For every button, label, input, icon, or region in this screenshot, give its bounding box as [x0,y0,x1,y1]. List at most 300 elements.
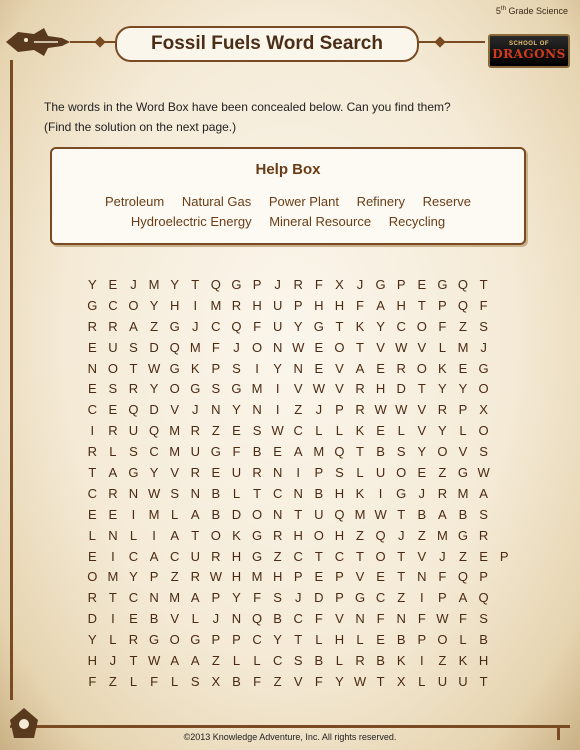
grid-letter: W [436,611,449,627]
grid-letter: L [88,527,96,543]
grid-letter: G [169,318,180,334]
grid-letter: L [356,465,364,481]
grid-letter: R [437,485,448,501]
grid-letter: P [211,632,221,648]
grid-letter: M [457,339,469,355]
grid-letter: F [88,673,97,689]
grid-letter: I [419,653,424,669]
grid-letter: C [87,485,97,501]
grid-letter: S [335,465,344,481]
grid-letter: X [211,673,221,689]
grid-letter: T [253,485,262,501]
grid-letter: B [376,444,385,460]
grid-letter: Z [170,569,179,585]
grid-letter: B [396,632,406,648]
grid-letter: K [190,360,200,376]
grid-letter: P [438,590,447,606]
word-item: Recycling [388,214,446,229]
grid-letter: W [209,569,222,585]
grid-letter: D [149,402,159,418]
help-box-row-1 [52,194,524,209]
grid-letter: S [293,653,303,669]
grid-letter: U [190,548,200,564]
grid-letter: F [314,673,323,689]
grid-letter: N [272,506,283,522]
grid-letter: F [253,318,262,334]
grade-label: 5th Grade Science [495,6,568,16]
grid-letter: G [149,632,160,648]
grid-letter: A [170,527,179,543]
grid-letter: S [211,381,221,397]
grid-row [82,317,514,338]
grid-letter: S [129,444,138,460]
grid-letter: W [374,402,387,418]
grid-letter: L [459,423,467,439]
grid-letter: E [211,465,221,481]
grid-letter: S [108,381,118,397]
help-box-title: Help Box [255,161,321,178]
grid-letter: V [293,381,303,397]
grid-letter: Q [334,506,345,522]
grid-letter: H [375,381,386,397]
grid-letter: N [293,485,303,501]
grid-letter: Q [334,444,345,460]
grid-letter: L [418,673,426,689]
grid-row [82,379,514,400]
grid-letter: D [149,339,159,355]
grid-letter: V [376,339,385,355]
grid-letter: P [479,569,488,585]
grid-letter: M [457,485,469,501]
grid-letter: G [457,527,469,543]
grid-letter: Z [397,590,406,606]
grid-letter: V [335,611,344,627]
grid-letter: D [396,381,406,397]
grid-letter: E [108,506,118,522]
grid-letter: M [313,444,325,460]
grid-letter: L [438,339,446,355]
grid-letter: V [170,402,179,418]
dragons-logo: SCHOOL OF DRAGONS [488,34,570,68]
grid-letter: C [272,653,283,669]
grid-letter: I [419,590,424,606]
grid-letter: G [396,485,407,501]
grid-letter: A [458,590,468,606]
grid-letter: F [253,590,262,606]
grid-letter: N [272,465,283,481]
grid-letter: P [335,590,344,606]
grid-letter: R [355,402,365,418]
grid-letter: O [210,527,221,543]
word-item: Hydroelectric Energy [130,214,252,229]
grid-letter: I [131,506,136,522]
grid-letter: B [273,611,282,627]
grid-letter: H [478,653,489,669]
grid-letter: R [252,465,262,481]
grid-letter: S [479,506,488,522]
grid-letter: O [251,506,263,522]
grid-letter: J [315,402,323,418]
grid-letter: L [109,444,117,460]
grid-letter: E [314,569,324,585]
grid-letter: V [335,360,344,376]
grid-letter: Z [211,653,220,669]
grid-letter: O [478,423,489,439]
grid-letter: V [293,673,303,689]
grid-letter: Y [438,381,447,397]
grid-letter: Y [232,402,241,418]
grid-letter: E [273,444,282,460]
grid-letter: L [356,632,364,648]
grid-letter: R [190,465,200,481]
grid-letter: H [231,569,242,585]
grid-letter: B [211,506,221,522]
grid-letter: P [499,548,509,564]
grid-letter: M [148,506,160,522]
grid-letter: N [128,485,139,501]
grid-letter: R [87,590,97,606]
grid-letter: Z [438,653,447,669]
grid-letter: T [397,569,406,585]
grid-row [82,275,514,296]
grid-letter: B [314,653,324,669]
word-item: Refinery [356,194,405,209]
grid-letter: R [128,632,139,648]
grid-letter: R [128,381,139,397]
grid-letter: F [459,611,467,627]
grid-letter: I [275,402,280,418]
grid-letter: E [314,360,324,376]
grid-letter: P [417,632,427,648]
grid-letter: N [190,485,200,501]
grid-letter: G [190,632,201,648]
grid-letter: W [147,360,161,376]
grid-letter: Z [294,402,303,418]
word-item: Petroleum [104,194,165,209]
grid-row [82,526,514,547]
grid-letter: R [190,423,200,439]
copyright-footer: ©2013 Knowledge Adventure, Inc. All rights reserved. [183,732,397,742]
grid-letter: N [355,611,365,627]
grid-letter: W [477,465,490,481]
grid-letter: E [87,381,97,397]
instructions [44,97,451,137]
grid-letter: T [129,360,138,376]
grid-letter: O [251,339,263,355]
grid-letter: Y [149,381,159,397]
grid-letter: V [417,548,427,564]
grid-letter: J [192,402,199,418]
grid-letter: H [314,297,324,313]
grid-letter: L [315,423,323,439]
grid-letter: P [314,465,324,481]
grid-letter: A [149,548,159,564]
grid-letter: N [293,360,303,376]
grid-letter: H [396,297,406,313]
grid-letter: M [210,297,222,313]
grid-letter: R [87,444,97,460]
grid-letter: O [169,381,180,397]
grid-letter: O [107,360,118,376]
grid-letter: Z [150,318,159,334]
grid-letter: Z [459,548,467,564]
grid-letter: L [109,632,117,648]
grid-row [82,609,514,630]
grid-letter: T [129,653,138,669]
grid-letter: L [232,653,241,669]
grid-letter: H [87,653,97,669]
grid-letter: G [87,297,98,313]
instruction-line-1: The words in the Word Box have been concealed below. Can you find them? [44,100,451,114]
grid-letter: I [152,527,156,543]
grid-letter: F [232,444,241,460]
grid-letter: D [314,590,324,606]
grid-letter: M [251,569,263,585]
grid-letter: H [334,632,345,648]
grid-row [82,463,514,484]
grid-letter: A [108,465,118,481]
grid-letter: W [147,485,161,501]
grid-letter: R [231,297,242,313]
grid-letter: G [210,444,221,460]
grid-letter: M [169,423,181,439]
bottom-border [10,725,570,728]
grid-letter: T [479,673,488,689]
word-item: Reserve [422,194,472,209]
grid-letter: Y [376,318,385,334]
grid-letter: G [231,277,242,292]
grid-letter: S [396,444,406,460]
grid-letter: T [335,318,344,334]
grid-letter: A [438,506,447,522]
grid-letter: T [191,527,200,543]
grid-letter: R [108,318,118,334]
grid-letter: B [376,653,385,669]
grid-letter: M [148,277,160,292]
grid-letter: F [438,318,447,334]
grid-letter: C [149,444,159,460]
grid-letter: T [356,444,364,460]
grid-letter: Q [457,277,469,292]
grid-letter: I [111,548,115,564]
grid-letter: O [169,632,180,648]
grid-letter: V [355,569,365,585]
grid-letter: C [272,485,283,501]
help-box-row-2 [52,214,524,229]
grid-letter: N [396,611,406,627]
grid-letter: P [396,277,406,292]
grid-letter: C [128,590,139,606]
grid-letter: T [417,297,426,313]
grid-letter: T [479,277,488,292]
grid-letter: S [479,318,488,334]
grid-letter: H [252,297,262,313]
grid-letter: Q [251,611,263,627]
grid-letter: I [275,381,280,397]
grid-letter: L [191,611,199,627]
grid-letter: H [293,527,303,543]
grid-letter: T [356,548,364,564]
grid-letter: T [294,632,303,648]
grid-letter: W [374,506,387,522]
grid-letter: I [193,297,198,313]
grid-letter: J [233,339,240,355]
grid-letter: Q [128,402,139,418]
grid-letter: T [314,548,323,564]
grid-letter: E [376,423,385,439]
grid-letter: R [211,548,221,564]
grid-letter: E [417,465,427,481]
grid-letter: K [232,527,241,543]
grid-row [82,484,514,505]
grid-letter: O [437,632,448,648]
grid-letter: K [438,360,447,376]
grid-letter: Z [459,318,467,334]
grid-letter: Y [273,360,282,376]
grid-letter: L [171,673,179,689]
grid-letter: J [397,527,405,543]
grid-letter: B [211,485,221,501]
grid-letter: L [253,653,261,669]
grid-letter: C [128,548,139,564]
grid-letter: W [147,653,161,669]
grid-letter: L [129,673,138,689]
grid-letter: V [417,402,427,418]
grid-letter: G [375,277,386,292]
grid-letter: B [458,506,468,522]
grid-row [82,359,514,380]
grid-letter: O [396,465,407,481]
grid-letter: T [294,506,303,522]
grid-letter: P [211,590,221,606]
grid-letter: M [436,527,448,543]
grid-letter: A [355,360,365,376]
grid-letter: Z [273,548,282,564]
grid-letter: H [334,297,345,313]
word-item: Power Plant [268,194,339,209]
grid-letter: A [190,590,200,606]
grid-letter: Y [417,444,427,460]
grid-letter: Y [335,673,344,689]
grid-letter: P [335,569,344,585]
grid-letter: W [292,339,305,355]
title-banner [115,26,419,62]
grid-letter: H [231,548,242,564]
grid-row [82,296,514,317]
grid-letter: O [416,360,427,376]
grid-row [82,338,514,359]
grid-letter: R [478,527,489,543]
page-title: Fossil Fuels Word Search [151,33,383,54]
grid-letter: E [87,339,97,355]
grid-letter: F [356,297,364,313]
grid-letter: W [395,402,408,418]
grid-letter: F [417,611,426,627]
grid-letter: W [271,423,284,439]
grid-letter: L [315,632,323,648]
grid-letter: Y [129,569,138,585]
grid-letter: R [437,402,448,418]
grid-letter: N [87,360,97,376]
grid-letter: V [170,611,179,627]
grid-letter: C [293,423,303,439]
grid-letter: R [396,360,406,376]
grid-letter: K [355,318,365,334]
grid-letter: P [232,632,241,648]
grid-letter: U [272,318,283,334]
grid-letter: C [293,548,303,564]
grid-letter: L [397,423,405,439]
grid-letter: J [294,590,302,606]
word-item: Natural Gas [181,194,252,209]
grid-letter: W [353,673,367,689]
grid-row [82,421,514,442]
grid-letter: T [397,548,406,564]
grid-letter: F [253,673,262,689]
grid-letter: C [375,590,386,606]
grid-row [82,630,514,651]
grid-letter: C [293,611,303,627]
grid-row [82,567,514,588]
grid-letter: G [231,381,242,397]
grid-letter: P [293,569,303,585]
grid-letter: B [252,444,262,460]
grid-letter: T [88,465,97,481]
grid-letter: S [129,339,138,355]
grid-letter: A [190,506,200,522]
grid-letter: T [376,673,385,689]
grid-letter: A [293,444,303,460]
grid-letter: M [169,590,181,606]
grid-letter: B [232,673,241,689]
grid-letter: E [376,569,385,585]
grid-letter: O [437,444,448,460]
grid-letter: Y [293,318,303,334]
grid-letter: O [375,548,386,564]
grid-letter: T [191,277,200,292]
grid-letter: Z [108,673,117,689]
grid-letter: S [252,423,262,439]
grid-letter: E [479,548,488,564]
grid-letter: X [396,673,406,689]
grid-letter: B [417,506,427,522]
grid-letter: J [212,611,220,627]
grid-letter: N [252,402,262,418]
grid-letter: H [334,527,345,543]
help-box [50,147,526,245]
grid-letter: O [313,527,324,543]
grid-letter: K [355,485,365,501]
grid-letter: J [274,277,281,292]
grid-letter: U [437,673,448,689]
grid-letter: W [312,381,325,397]
grid-letter: R [190,569,200,585]
grid-letter: U [458,673,468,689]
grid-letter: E [108,277,118,292]
grid-letter: L [129,527,138,543]
grid-letter: J [418,485,426,501]
grid-letter: N [417,569,427,585]
grid-letter: G [128,465,139,481]
grid-letter: G [437,277,448,292]
grid-letter: P [335,402,344,418]
grid-letter: C [396,318,406,334]
grid-row [82,651,514,672]
grid-letter: L [335,653,344,669]
grid-letter: Z [417,527,426,543]
grid-letter: F [314,277,323,292]
grid-letter: X [335,277,344,292]
